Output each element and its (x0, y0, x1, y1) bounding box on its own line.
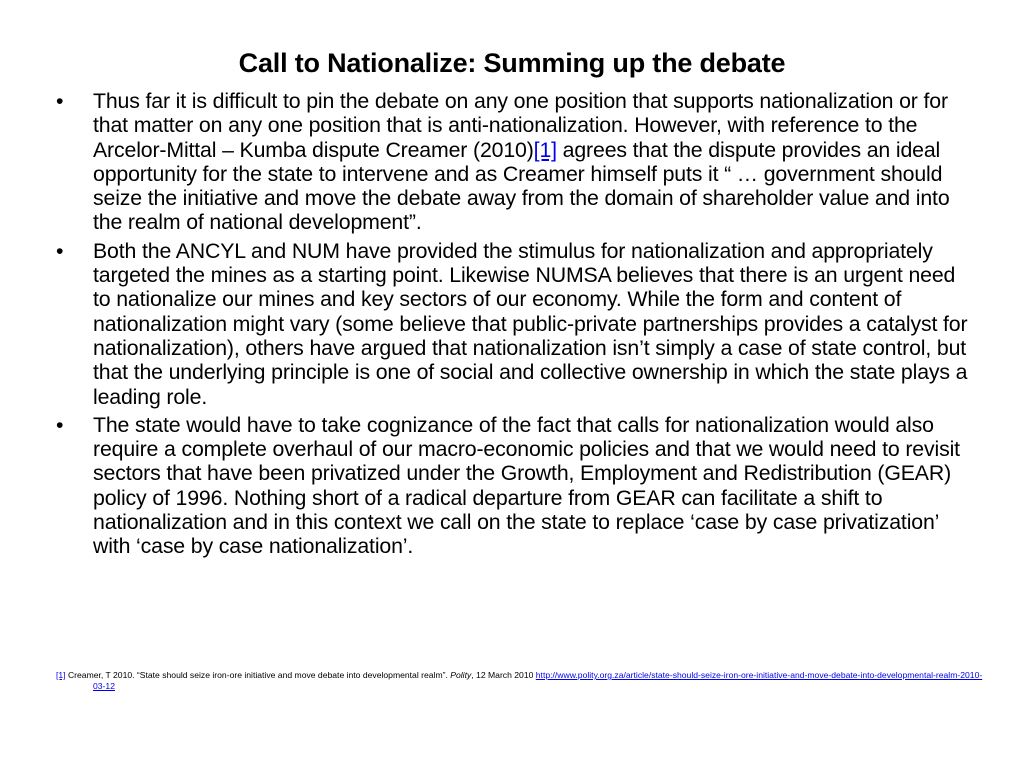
slide-title: Call to Nationalize: Summing up the debate (238, 48, 786, 78)
footnote-url-link[interactable]: http://www.polity.org.za/article/state-should-seize-iron-ore-initiative-and-move-debate-into-developmental-realm-2010-03-12 (93, 670, 983, 691)
bullet-item-1 (52, 89, 972, 235)
bullet-text: Thus far it is difficult to pin the debate on any one position that supports nationalization or for that matter on any one position that is anti-nationalization. However, with reference to the Arcelor-Mittal – Kumba dispute Creamer (2010) (93, 89, 948, 162)
bullet-text: Both the ANCYL and NUM have provided the stimulus for nationalization and appropriately targeted the mines as a starting point. Likewise NUMSA believes that there is an urgent need to nationalize our mines and key sectors of our economy. While the form and content of nationalization might vary (some believe that public-private partnerships provides a catalyst for nationalization), others have argued that nationalization isn’t simply a case of state control, but that the underlying principle is one of social and collective ownership in which the state plays a leading role. (93, 238, 968, 409)
footnote-date: , 12 March 2010 (471, 670, 536, 680)
bullet-marker: • (56, 412, 64, 437)
footnote-ref-link[interactable]: [1] (56, 670, 66, 680)
bullet-marker: • (56, 89, 64, 113)
footnote-source: Polity (450, 670, 472, 680)
bullet-item-3 (52, 413, 972, 559)
footnote-ref-link[interactable]: [1] (533, 137, 557, 162)
footnote (56, 670, 993, 692)
footnote-citation: Creamer, T 2010. “State should seize iron-ore initiative and move debate into developmental realm”. (65, 670, 451, 680)
bullet-list (52, 89, 972, 563)
bullet-text-continued: agrees that the dispute provides an ideal opportunity for the state to intervene and as Creamer himself puts it “ … government should seize the initiative and move the debate away from the domain of shareholder value and into the realm of national development”. (93, 137, 950, 235)
bullet-marker: • (56, 238, 64, 263)
bullet-text: The state would have to take cognizance of the fact that calls for nationalization would also require a complete overhaul of our macro-economic policies and that we would need to revisit sectors that have been privatized under the Growth, Employment and Redistribution (GEAR) policy of 1996. Nothing short of a radical departure from GEAR can facilitate a shift to nationalization and in this context we call on the state to replace ‘case by case privatization’ with ‘case by case nationalization’. (93, 412, 960, 559)
bullet-item-2 (52, 239, 972, 409)
